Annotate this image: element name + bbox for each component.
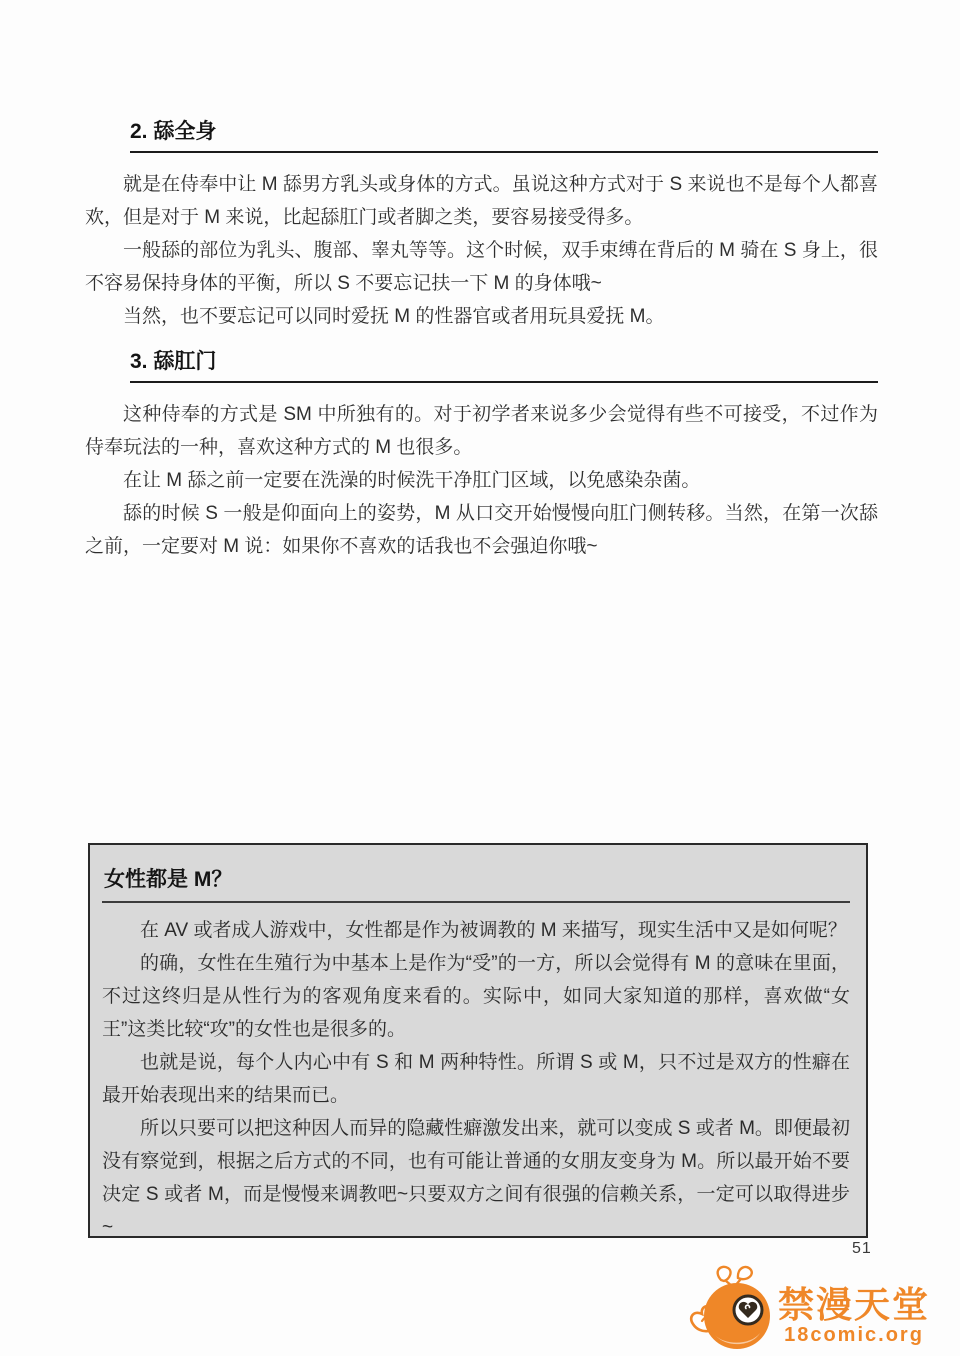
watermark-site-url: 18comic.org (784, 1324, 924, 1346)
section-lick-whole-body (85, 118, 878, 333)
watermark-text (778, 1263, 930, 1346)
watermark-site-name: 禁漫天堂 (778, 1284, 931, 1325)
infobox-body (102, 914, 850, 1244)
paragraph: 也就是说，每个人内心中有 S 和 M 两种特性。所谓 S 或 M，只不过是双方的性癖在最开始表现出来的结果而已。 (102, 1052, 850, 1106)
section-body (85, 398, 878, 563)
paragraph: 的确，女性在生殖行为中基本上是作为“受”的一方，所以会觉得有 M 的意味在里面，不过这终归是从性行为的客观角度来看的。实际中，如同大家知道的那样，喜欢做“女王”这类比较“攻”的女性也是很多的。 (102, 953, 850, 1040)
paragraph: 在 AV 或者成人游戏中，女性都是作为被调教的 M 来描写，现实生活中又是如何呢？ (140, 920, 847, 941)
whale-mascot-icon (688, 1263, 776, 1355)
paragraph: 一般舔的部位为乳头、腹部、睾丸等等。这个时候，双手束缚在背后的 M 骑在 S 身上，很不容易保持身体的平衡，所以 S 不要忘记扶一下 M 的身体哦~ (85, 240, 878, 294)
paragraph: 当然，也不要忘记可以同时爱抚 M 的性器官或者用玩具爱抚 M。 (123, 306, 665, 327)
paragraph: 这种侍奉的方式是 SM 中所独有的。对于初学者来说多少会觉得有些不可接受，不过作为侍奉玩法的一种，喜欢这种方式的 M 也很多。 (85, 404, 878, 458)
site-watermark (688, 1263, 960, 1356)
section-heading: 3. 舔肛门 (130, 348, 878, 383)
infobox-divider (102, 901, 850, 903)
section-lick-anus (85, 348, 878, 563)
paragraph: 舔的时候 S 一般是仰面向上的姿势，M 从口交开始慢慢向肛门侧转移。当然，在第一次舔之前，一定要对 M 说：如果你不喜欢的话我也不会强迫你哦~ (85, 503, 878, 557)
paragraph: 在让 M 舔之前一定要在洗澡的时候洗干净肛门区域，以免感染杂菌。 (123, 470, 701, 491)
infobox-title: 女性都是 M？ (104, 868, 233, 891)
page-number: 51 (852, 1240, 872, 1257)
paragraph: 所以只要可以把这种因人而异的隐藏性癖激发出来，就可以变成 S 或者 M。即便最初没有察觉到，根据之后方式的不同，也有可能让普通的女朋友变身为 M。所以最开始不要决定 S 或者 M，而是慢慢来调教吧~只要双方之间有很强的信赖关系，一定可以取得进步~ (102, 1118, 850, 1238)
section-body (85, 168, 878, 333)
paragraph: 就是在侍奉中让 M 舔男方乳头或身体的方式。虽说这种方式对于 S 来说也不是每个人都喜欢，但是对于 M 来说，比起舔肛门或者脚之类，要容易接受得多。 (85, 174, 878, 228)
section-heading: 2. 舔全身 (130, 118, 878, 153)
infobox-women-are-m (88, 843, 868, 1238)
